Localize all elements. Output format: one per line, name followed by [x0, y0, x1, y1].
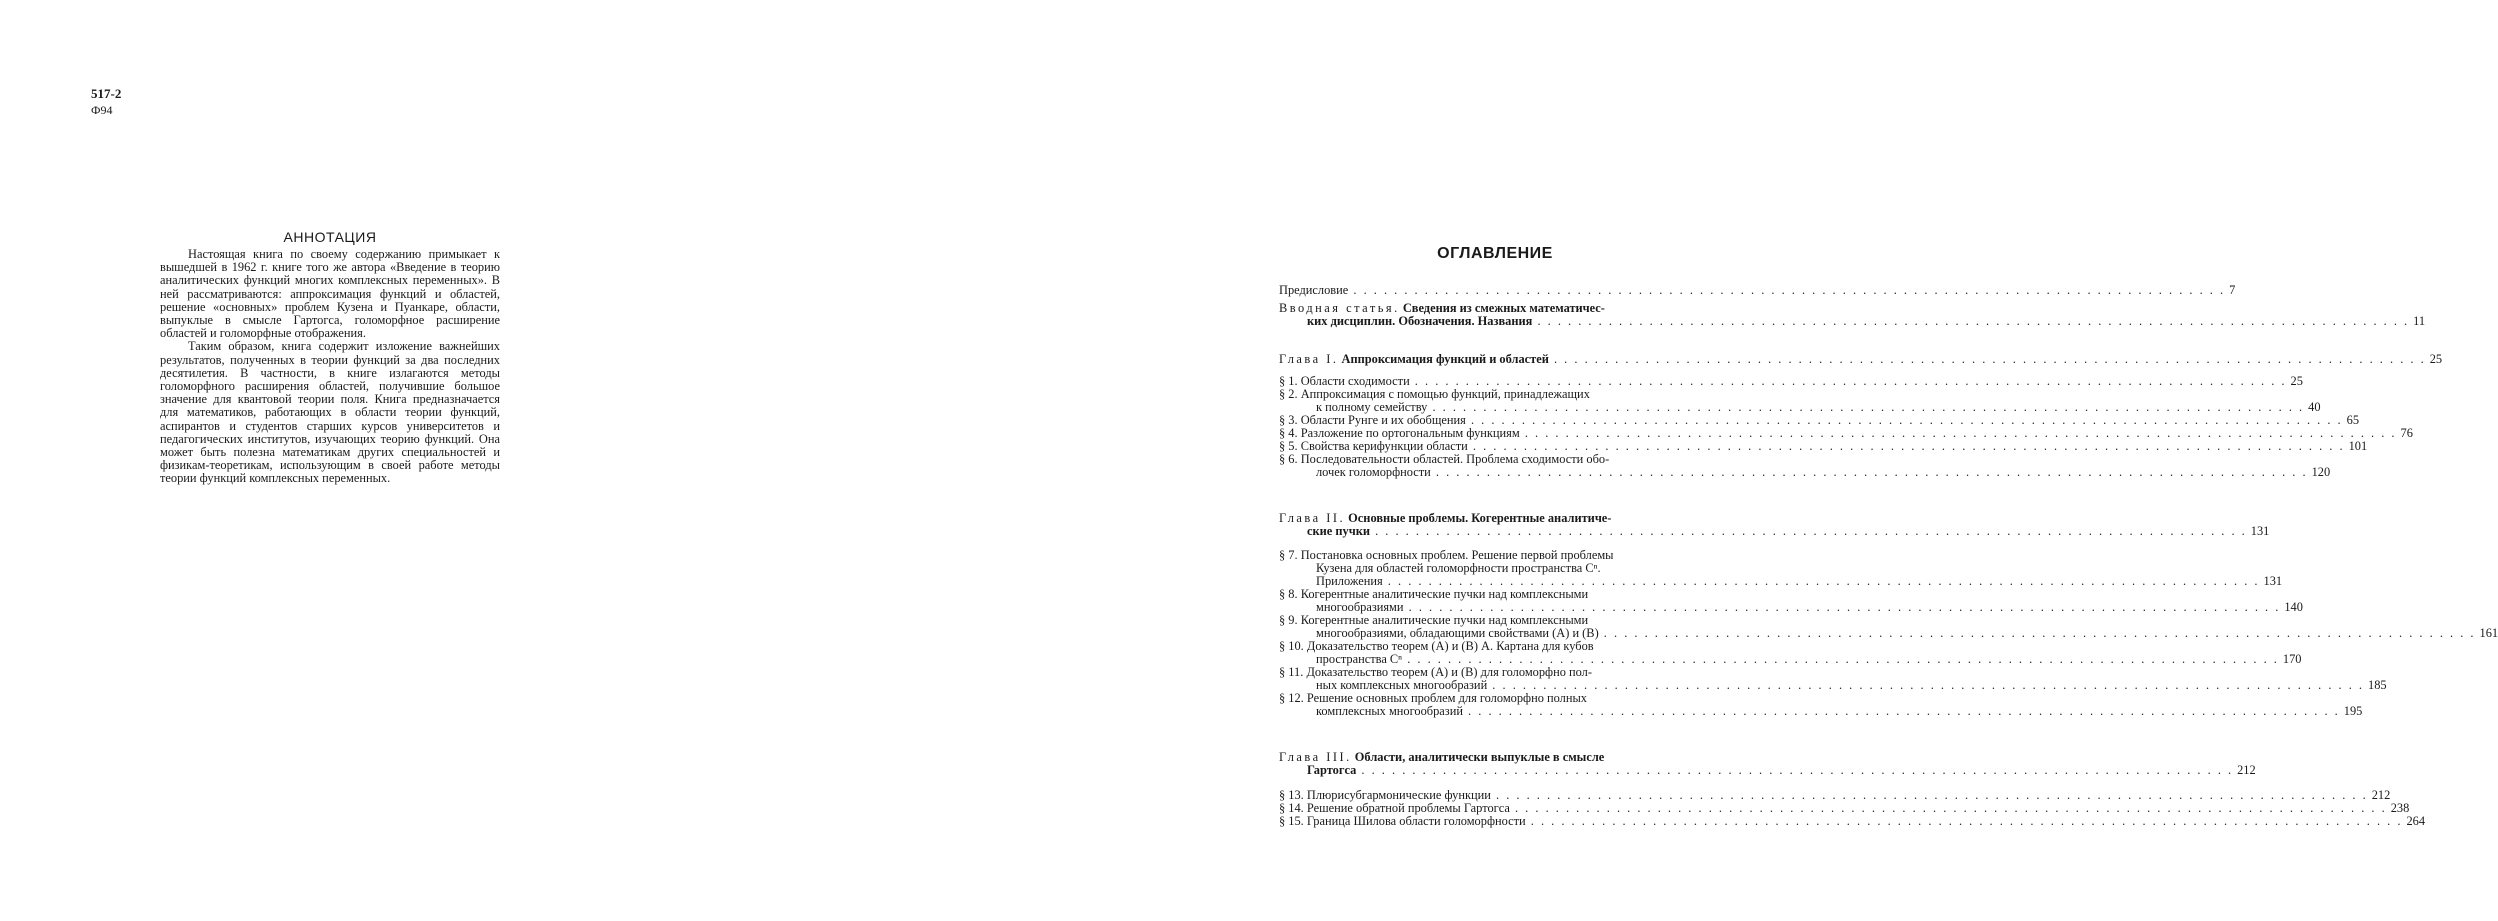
toc-section-10: § 10. Доказательство теорем (A) и (B) А. Картана для кубов — [1279, 639, 1594, 653]
toc-chapter-title-cont: ские пучки — [1307, 524, 1370, 538]
toc-chapter-prefix: Глава II. — [1279, 511, 1346, 525]
toc-chapter-prefix: Глава I. — [1279, 352, 1339, 366]
toc-section-5: § 5. Свойства керифункции области . . . 101 — [1279, 440, 1741, 453]
toc-chapter-1 — [1279, 352, 2443, 366]
toc-chapter-prefix: Глава III. — [1279, 750, 1352, 764]
toc-chapter-2 — [1279, 511, 2270, 538]
toc-section-7: § 7. Постановка основных проблем. Решение первой проблемы — [1279, 548, 1614, 562]
toc-section-9: § 9. Когерентные аналитические пучки над комплексными — [1279, 613, 1589, 627]
toc-entry-title-cont: ких дисциплин. Обозначения. Названия — [1307, 314, 1533, 328]
toc-page-number: 238 — [2390, 801, 2410, 815]
toc-page-number: 195 — [2343, 704, 2363, 718]
toc-chapter-title: Области, аналитически выпуклые в смысле — [1354, 750, 1605, 764]
udc-sub-code: Ф94 — [91, 103, 113, 117]
toc-page-number: 25 — [2429, 352, 2443, 366]
toc-section-13: § 13. Плюрисубгармонические функции . . . 212 — [1279, 789, 1741, 802]
toc-title: ОГЛАВЛЕНИЕ — [1437, 245, 1553, 262]
toc-chapter-1-sections: § 1. Области сходимости . . . 25 § 2. Аппроксимация с помощью функций, принадлежащих к полному семейству . . . 40 § 3. Области Рунге и их обобщения . . . 65 § 4. Разложение по ортогональным функциям . . . 76 § 5. Свойства керифункции области . . . 101 § 6. Последовательности областей. Проблема сходимости обо- лочек голоморфности . . . 120 — [1279, 375, 1741, 479]
toc-page-number: 40 — [2308, 400, 2321, 414]
toc-chapter-2-sections: § 7. Постановка основных проблем. Решение первой проблемы Кузена для областей голоморфности пространства Cⁿ. Приложения . . . 131 § 8. Когерентные аналитические пучки над комплексными многообразиями . . . 140 § 9. Когерентные аналитические пучки над комплексными многообразиями, обладающими свойствами (A) и (B) . . . 161 § 10. Доказательство теорем (A) и (B) А. Картана для кубов пространства Cⁿ . . . 170 § 11. Доказательство теорем (A) и (B) для голоморфно пол- ных комплексных многообразий . . . 185 § 12. Решение основных проблем для голоморфно полных комплексных многообразий . . . 195 — [1279, 549, 1741, 718]
toc-chapter-title: Основные проблемы. Когерентные аналитиче- — [1348, 511, 1612, 525]
toc-page-number: 101 — [2348, 439, 2368, 453]
toc-section-3: § 3. Области Рунге и их обобщения . . . 65 — [1279, 414, 1741, 427]
udc-code: 517-2 — [91, 86, 122, 101]
left-page — [0, 0, 600, 921]
toc-section-8: § 8. Когерентные аналитические пучки над комплексными — [1279, 587, 1589, 601]
toc-page-number: 212 — [2371, 788, 2391, 802]
toc-page-number: 76 — [2400, 426, 2413, 440]
toc-page-number: 140 — [2284, 600, 2303, 614]
toc-section-1: § 1. Области сходимости . . . 25 — [1279, 375, 1741, 388]
toc-page-number: 25 — [2290, 374, 2303, 388]
toc-chapter-3-sections — [1279, 788, 2426, 828]
toc-section-11: § 11. Доказательство теорем (A) и (B) для голоморфно пол- — [1279, 665, 1592, 679]
toc-page-number: 65 — [2346, 413, 2360, 427]
toc-chapter-title: Аппроксимация функций и областей — [1341, 352, 1549, 366]
udc-classification — [91, 86, 121, 118]
toc-entry-preface — [1279, 283, 2236, 297]
toc-section-14: § 14. Решение обратной проблемы Гартогса . . . 238 — [1279, 802, 1741, 815]
toc-chapter-3 — [1279, 750, 2256, 777]
annotation-paragraph: Настоящая книга по своему содержанию примыкает к вышедшей в 1962 г. книге того же автора «Введение в теорию аналитических функций многих комплексных переменных». В ней рассматриваются: аппроксимация функций и областей, решение «основных» проблем Кузена и Пуанкаре, области, выпуклые в смысле Гартогса, голоморфное расширение областей и голоморфные отображения. — [160, 247, 500, 341]
toc-page-number: 185 — [2368, 678, 2387, 692]
toc-page-number: 11 — [2413, 314, 2426, 328]
annotation-body — [160, 248, 500, 486]
toc-entry-title: Сведения из смежных математичес- — [1402, 301, 1605, 315]
toc-page-number: 161 — [2479, 626, 2498, 640]
annotation-title: АННОТАЦИЯ — [283, 229, 377, 245]
toc-section-12: § 12. Решение основных проблем для голоморфно полных — [1279, 691, 1587, 705]
toc-chapter-title-cont: Гартогса — [1307, 763, 1357, 777]
toc-page-number: 264 — [2406, 814, 2426, 828]
toc-entry-label: Предисловие — [1279, 283, 1349, 297]
toc-page-number: 170 — [2282, 652, 2302, 666]
annotation-paragraph: Таким образом, книга содержит изложение важнейших результатов, полученных в теории функций за два последних десятилетия. В частности, в книге излагаются методы голоморфного расширения областей, получившие большое значение для квантовой теории поля. Книга предназначается для математиков, работающих в области теории функций, аспирантов и студентов старших курсов университетов и педагогических институтов, изучающих теорию функций. Она может быть полезна математикам других специальностей и физикам-теоретикам, использующим в своей работе методы теории функций комплексных переменных. — [160, 339, 500, 486]
toc-entry-intro — [1279, 301, 2426, 328]
right-page — [600, 0, 2498, 921]
toc-page-number: 7 — [2229, 283, 2236, 297]
toc-page-number: 120 — [2311, 465, 2331, 479]
toc-section-2: § 2. Аппроксимация с помощью функций, принадлежащих — [1279, 387, 1590, 401]
toc-entry-prefix: Вводная статья. — [1279, 301, 1400, 315]
toc-section-15: § 15. Граница Шилова области голоморфности . . . 264 — [1279, 815, 1741, 828]
toc-section-6: § 6. Последовательности областей. Проблема сходимости обо- — [1279, 452, 1610, 466]
toc-page-number: 131 — [2263, 574, 2283, 588]
toc-page-number: 131 — [2250, 524, 2270, 538]
toc-page-number: 212 — [2237, 763, 2256, 777]
toc-section-4: § 4. Разложение по ортогональным функциям . . . 76 — [1279, 427, 1741, 440]
